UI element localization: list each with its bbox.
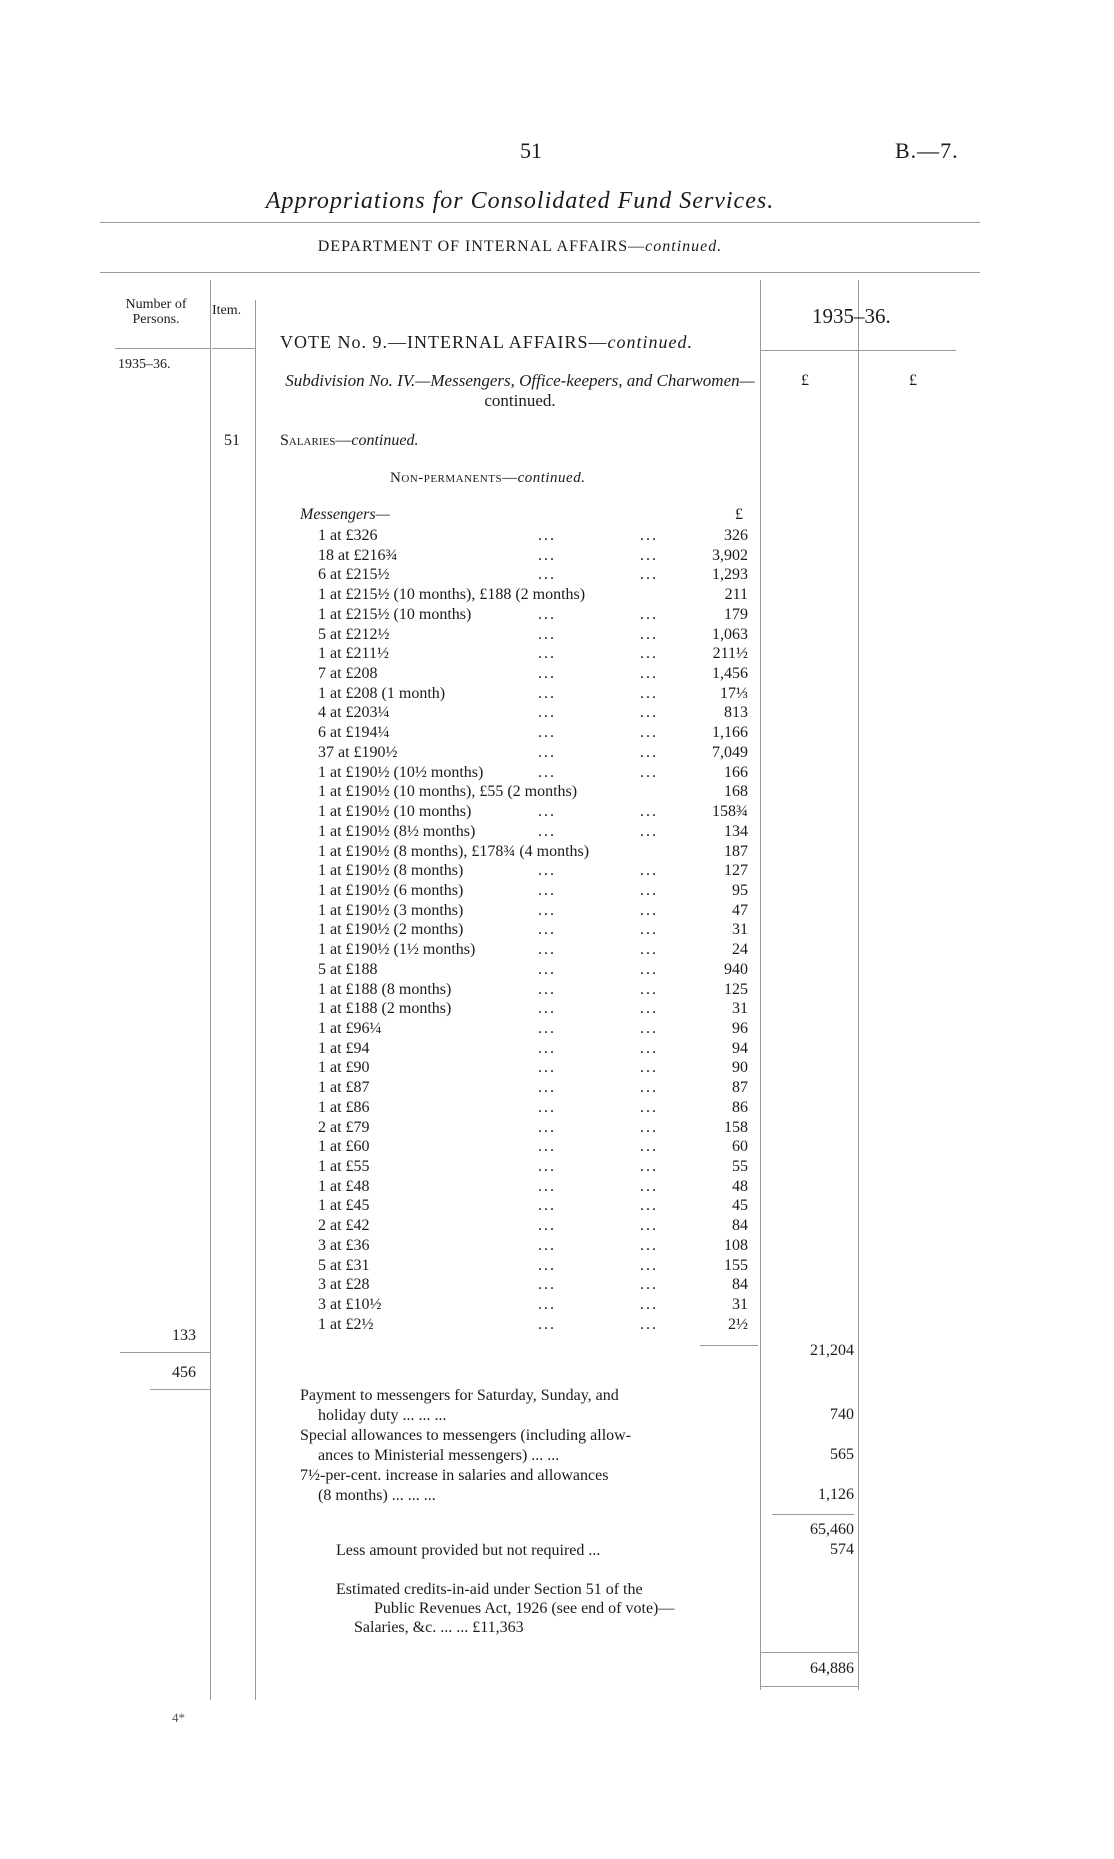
- messenger-description: 6 at £215½: [318, 566, 390, 584]
- messenger-amount: 2½: [728, 1315, 748, 1333]
- signature-mark: 4*: [172, 1710, 185, 1725]
- leader-dots: ...: [640, 763, 658, 781]
- messenger-description: 1 at £215½ (10 months), £188 (2 months): [318, 586, 586, 604]
- messenger-amount: 95: [732, 881, 748, 899]
- messenger-amount: 326: [724, 527, 748, 544]
- messenger-description: 1 at £190½ (10 months), £55 (2 months): [318, 783, 578, 801]
- messenger-amount: 84: [732, 1276, 748, 1294]
- messenger-description: 1 at £208 (1 month): [318, 684, 446, 702]
- messenger-row: [0, 782, 760, 802]
- salary-increase-line-1: 7½-per-cent. increase in salaries and allowances: [300, 1467, 609, 1484]
- leader-dots: ...: [538, 803, 556, 821]
- leader-dots: ...: [538, 763, 556, 781]
- messengers-subtotal-rule: [700, 1345, 758, 1346]
- messenger-row: [0, 644, 760, 664]
- messenger-amount: 211: [724, 586, 748, 604]
- messenger-description: 1 at £190½ (10 months): [318, 803, 472, 821]
- messenger-amount: 134: [724, 822, 748, 840]
- leader-dots: ...: [538, 527, 556, 544]
- leader-dots: ...: [538, 625, 556, 643]
- department-rule: [100, 272, 980, 273]
- messenger-description: 1 at £190½ (10½ months): [318, 763, 484, 781]
- messenger-row: [0, 1256, 760, 1276]
- messenger-description: 4 at £203¼: [318, 704, 390, 722]
- total-persons: 456: [172, 1364, 196, 1381]
- messenger-description: 1 at £215½ (10 months): [318, 605, 472, 623]
- messenger-amount: 108: [724, 1236, 748, 1254]
- leader-dots: ...: [538, 1079, 556, 1097]
- leader-dots: ...: [640, 1315, 658, 1333]
- messengers-pound-sign: £: [735, 506, 743, 523]
- leader-dots: ...: [640, 684, 658, 702]
- salary-increase-line-2: (8 months) ... ... ...: [318, 1487, 436, 1504]
- messenger-amount: 45: [732, 1197, 748, 1215]
- leader-dots: ...: [640, 1079, 658, 1097]
- leader-dots: ...: [538, 960, 556, 978]
- messenger-description: 1 at £188 (2 months): [318, 1000, 452, 1018]
- salaries-continued: continued.: [351, 432, 419, 449]
- messenger-amount: 48: [732, 1177, 748, 1195]
- salary-increase-item: [300, 1466, 755, 1506]
- amount-total-divider: [858, 280, 859, 1690]
- messenger-amount: 187: [724, 842, 748, 860]
- special-allowances-amount: 565: [830, 1446, 854, 1463]
- messenger-description: 3 at £28: [318, 1276, 370, 1294]
- year-header: 1935–36.: [812, 304, 891, 328]
- leader-dots: ...: [640, 1059, 658, 1077]
- leader-dots: ...: [640, 724, 658, 742]
- messenger-amount: 87: [732, 1079, 748, 1097]
- messengers-persons-count: 133: [172, 1327, 196, 1344]
- leader-dots: ...: [640, 822, 658, 840]
- less-amount-item: [336, 1541, 756, 1561]
- leader-dots: ...: [640, 1276, 658, 1294]
- messenger-row: [0, 605, 760, 625]
- leader-dots: ...: [538, 1296, 556, 1314]
- messenger-row: [0, 980, 760, 1000]
- leader-dots: ...: [640, 743, 658, 761]
- leader-dots: ...: [538, 1000, 556, 1018]
- messenger-row: [0, 822, 760, 842]
- credits-line-2: Public Revenues Act, 1926 (see end of vote)—: [374, 1600, 675, 1617]
- item-number: 51: [224, 432, 240, 449]
- leader-dots: ...: [640, 941, 658, 959]
- document-reference: B.—7.: [895, 138, 959, 163]
- messenger-amount: 166: [724, 763, 748, 781]
- messenger-amount: 31: [732, 1000, 748, 1018]
- leader-dots: ...: [640, 1158, 658, 1176]
- salaries-heading: [280, 432, 418, 450]
- leader-dots: ...: [640, 546, 658, 564]
- messenger-row: [0, 1039, 760, 1059]
- messenger-amount: 158¾: [712, 803, 748, 821]
- messenger-amount: 179: [724, 605, 748, 623]
- leader-dots: ...: [640, 704, 658, 722]
- messenger-description: 1 at £60: [318, 1138, 370, 1156]
- messenger-row: [0, 1019, 760, 1039]
- messenger-description: 1 at £190½ (8½ months): [318, 822, 476, 840]
- pound-column-2: £: [909, 372, 917, 389]
- leader-dots: ...: [538, 665, 556, 683]
- final-total-bottom-rule: [760, 1686, 858, 1687]
- messenger-amount: 1,293: [712, 566, 748, 584]
- messenger-description: 1 at £90: [318, 1059, 370, 1077]
- year-header-rule: [760, 350, 956, 351]
- page-title: Appropriations for Consolidated Fund Services.: [265, 188, 775, 214]
- non-permanents-label: Non-permanents—: [390, 470, 518, 486]
- messenger-row: [0, 664, 760, 684]
- messenger-row: [0, 1196, 760, 1216]
- subtotal-amount: 65,460: [810, 1521, 854, 1538]
- leader-dots: ...: [538, 921, 556, 939]
- messenger-description: 3 at £10½: [318, 1296, 382, 1314]
- leader-dots: ...: [538, 881, 556, 899]
- messenger-description: 5 at £212½: [318, 625, 390, 643]
- leader-dots: ...: [538, 1118, 556, 1136]
- messenger-row: [0, 940, 760, 960]
- item-header-rule: [212, 348, 255, 349]
- messenger-row: [0, 881, 760, 901]
- credits-in-aid-item: [336, 1580, 756, 1637]
- messenger-amount: 125: [724, 980, 748, 998]
- messenger-description: 1 at £190½ (2 months): [318, 921, 464, 939]
- messenger-description: 1 at £326: [318, 527, 378, 544]
- leader-dots: ...: [640, 901, 658, 919]
- leader-dots: ...: [640, 1256, 658, 1274]
- leader-dots: ...: [640, 605, 658, 623]
- leader-dots: ...: [640, 1296, 658, 1314]
- messenger-amount: 31: [732, 921, 748, 939]
- leader-dots: ...: [640, 1039, 658, 1057]
- persons-subtotal-rule: [120, 1352, 210, 1353]
- leader-dots: ...: [640, 960, 658, 978]
- messenger-row: [0, 1058, 760, 1078]
- messenger-amount: 168: [724, 783, 748, 801]
- vote-title: [280, 332, 693, 353]
- title-rule: [100, 222, 980, 223]
- messenger-description: 1 at £188 (8 months): [318, 980, 452, 998]
- messenger-description: 1 at £190½ (3 months): [318, 901, 464, 919]
- messenger-row: [0, 723, 760, 743]
- messenger-description: 1 at £190½ (6 months): [318, 881, 464, 899]
- leader-dots: ...: [538, 684, 556, 702]
- leader-dots: ...: [640, 1098, 658, 1116]
- leader-dots: ...: [640, 862, 658, 880]
- leader-dots: ...: [640, 881, 658, 899]
- messenger-amount: 1,166: [712, 724, 748, 742]
- leader-dots: ...: [640, 1177, 658, 1195]
- leader-dots: ...: [538, 605, 556, 623]
- leader-dots: ...: [538, 1020, 556, 1037]
- messenger-description: 3 at £36: [318, 1236, 370, 1254]
- messenger-amount: 155: [724, 1256, 748, 1274]
- messenger-amount: 940: [724, 960, 748, 978]
- messenger-row: [0, 743, 760, 763]
- messenger-row: [0, 1078, 760, 1098]
- messenger-row: [0, 763, 760, 783]
- messenger-amount: 127: [724, 862, 748, 880]
- messenger-description: 7 at £208: [318, 665, 378, 683]
- leader-dots: ...: [640, 1236, 658, 1254]
- messenger-row: [0, 703, 760, 723]
- messenger-description: 37 at £190½: [318, 743, 398, 761]
- messenger-amount: 84: [732, 1217, 748, 1235]
- messenger-amount: 86: [732, 1098, 748, 1116]
- messenger-amount: 31: [732, 1296, 748, 1314]
- leader-dots: ...: [538, 941, 556, 959]
- saturday-duty-amount: 740: [830, 1406, 854, 1423]
- messenger-row: [0, 901, 760, 921]
- messenger-row: [0, 842, 760, 862]
- messenger-row: [0, 1118, 760, 1138]
- messengers-heading: Messengers—: [300, 506, 390, 523]
- messenger-row: [0, 960, 760, 980]
- non-permanents-heading: [390, 470, 585, 487]
- messenger-row: [0, 1177, 760, 1197]
- text-amount-divider: [760, 280, 761, 1690]
- messenger-row: [0, 1137, 760, 1157]
- number-of-persons-header: Number of Persons.: [125, 297, 187, 327]
- messenger-amount: 211½: [712, 645, 748, 663]
- messenger-amount: 17⅓: [720, 684, 748, 702]
- messenger-description: 1 at £2½: [318, 1315, 374, 1333]
- messenger-description: 1 at £86: [318, 1098, 370, 1116]
- messenger-row: [0, 585, 760, 605]
- leader-dots: ...: [538, 1059, 556, 1077]
- leader-dots: ...: [640, 1138, 658, 1156]
- saturday-duty-item: [300, 1386, 755, 1426]
- messenger-description: 1 at £55: [318, 1158, 370, 1176]
- messenger-amount: 60: [732, 1138, 748, 1156]
- department-name: DEPARTMENT OF INTERNAL AFFAIRS—: [317, 238, 646, 255]
- messenger-description: 1 at £190½ (8 months), £178¾ (4 months): [318, 842, 590, 860]
- leader-dots: ...: [538, 1315, 556, 1333]
- messenger-description: 2 at £79: [318, 1118, 370, 1136]
- leader-dots: ...: [640, 566, 658, 584]
- leader-dots: ...: [640, 980, 658, 998]
- messenger-row: [0, 1157, 760, 1177]
- leader-dots: ...: [538, 980, 556, 998]
- leader-dots: ...: [538, 704, 556, 722]
- leader-dots: ...: [640, 1000, 658, 1018]
- messenger-description: 1 at £96¼: [318, 1020, 382, 1037]
- leader-dots: ...: [538, 724, 556, 742]
- department-continued: continued.: [645, 238, 723, 255]
- messenger-row: [0, 802, 760, 822]
- messenger-row: [0, 1098, 760, 1118]
- leader-dots: ...: [538, 1098, 556, 1116]
- messenger-amount: 96: [732, 1020, 748, 1037]
- vote-continued: continued.: [607, 332, 693, 352]
- messenger-amount: 90: [732, 1059, 748, 1077]
- vote-name: VOTE No. 9.—INTERNAL AFFAIRS—: [280, 332, 608, 352]
- persons-year: 1935–36.: [118, 357, 171, 372]
- item-header: Item.: [212, 303, 242, 318]
- persons-header-rule: [115, 348, 210, 349]
- subdivision-title: [280, 371, 760, 411]
- special-allowances-item: [300, 1426, 755, 1466]
- special-allowances-line-2: ances to Ministerial messengers) ... ...: [318, 1447, 560, 1464]
- messenger-description: 5 at £31: [318, 1256, 370, 1274]
- less-amount-text: Less amount provided but not required ...: [336, 1542, 601, 1559]
- messenger-description: 18 at £216¾: [318, 546, 398, 564]
- leader-dots: ...: [538, 546, 556, 564]
- messenger-row: [0, 861, 760, 881]
- messenger-description: 5 at £188: [318, 960, 378, 978]
- leader-dots: ...: [538, 1217, 556, 1235]
- leader-dots: ...: [640, 665, 658, 683]
- leader-dots: ...: [640, 625, 658, 643]
- leader-dots: ...: [538, 645, 556, 663]
- messenger-description: 1 at £211½: [318, 645, 389, 663]
- page-number: 51: [520, 138, 542, 163]
- less-amount-value: 574: [830, 1541, 854, 1558]
- leader-dots: ...: [538, 1256, 556, 1274]
- leader-dots: ...: [538, 1276, 556, 1294]
- messenger-description: 2 at £42: [318, 1217, 370, 1235]
- messenger-row: [0, 546, 760, 566]
- messenger-row: [0, 1275, 760, 1295]
- pound-column-1: £: [801, 372, 809, 389]
- saturday-duty-line-1: Payment to messengers for Saturday, Sunday, and: [300, 1387, 619, 1404]
- messenger-row: [0, 1315, 760, 1335]
- leader-dots: ...: [538, 1039, 556, 1057]
- leader-dots: ...: [640, 1118, 658, 1136]
- messenger-description: 6 at £194¼: [318, 724, 390, 742]
- saturday-duty-line-2: holiday duty ... ... ...: [318, 1407, 447, 1424]
- leader-dots: ...: [538, 901, 556, 919]
- subtotal-rule: [772, 1514, 854, 1515]
- messenger-amount: 1,063: [712, 625, 748, 643]
- messenger-description: 1 at £190½ (1½ months): [318, 941, 476, 959]
- messenger-amount: 7,049: [712, 743, 748, 761]
- messenger-description: 1 at £190½ (8 months): [318, 862, 464, 880]
- subdivision-name: Subdivision No. IV.—Messengers, Office-keepers, and Charwomen—: [285, 371, 755, 390]
- messenger-row: [0, 684, 760, 704]
- messenger-row: [0, 920, 760, 940]
- messenger-row: [0, 1216, 760, 1236]
- leader-dots: ...: [538, 1197, 556, 1215]
- leader-dots: ...: [640, 1020, 658, 1037]
- leader-dots: ...: [640, 645, 658, 663]
- messenger-amount: 47: [732, 901, 748, 919]
- messenger-description: 1 at £45: [318, 1197, 370, 1215]
- leader-dots: ...: [538, 1177, 556, 1195]
- messenger-description: 1 at £94: [318, 1039, 370, 1057]
- messenger-amount: 1,456: [712, 665, 748, 683]
- leader-dots: ...: [538, 822, 556, 840]
- messenger-amount: 158: [724, 1118, 748, 1136]
- messenger-row: [0, 565, 760, 585]
- leader-dots: ...: [640, 921, 658, 939]
- leader-dots: ...: [538, 1236, 556, 1254]
- messenger-amount: 24: [732, 941, 748, 959]
- leader-dots: ...: [538, 566, 556, 584]
- subdivision-continued: continued.: [484, 391, 556, 410]
- leader-dots: ...: [640, 1197, 658, 1215]
- messenger-amount: 3,902: [712, 546, 748, 564]
- leader-dots: ...: [538, 1158, 556, 1176]
- salary-increase-amount: 1,126: [818, 1486, 854, 1503]
- persons-total-rule: [150, 1389, 210, 1390]
- messenger-description: 1 at £87: [318, 1079, 370, 1097]
- messengers-total: 21,204: [810, 1342, 854, 1359]
- messenger-amount: 94: [732, 1039, 748, 1057]
- special-allowances-line-1: Special allowances to messengers (including allow-: [300, 1427, 632, 1444]
- messenger-row: [0, 999, 760, 1019]
- messenger-row: [0, 1295, 760, 1315]
- salaries-label: Salaries—: [280, 432, 352, 449]
- leader-dots: ...: [640, 527, 658, 544]
- non-permanents-continued: continued.: [517, 470, 586, 486]
- credits-line-1: Estimated credits-in-aid under Section 51 of the: [336, 1581, 643, 1598]
- department-heading: [0, 238, 1040, 256]
- leader-dots: ...: [640, 803, 658, 821]
- messenger-row: [0, 1236, 760, 1256]
- messenger-amount: 55: [732, 1158, 748, 1176]
- final-total: 64,886: [810, 1660, 854, 1677]
- messenger-description: 1 at £48: [318, 1177, 370, 1195]
- leader-dots: ...: [640, 1217, 658, 1235]
- messenger-amount: 813: [724, 704, 748, 722]
- leader-dots: ...: [538, 743, 556, 761]
- leader-dots: ...: [538, 862, 556, 880]
- messenger-row: [0, 526, 760, 546]
- leader-dots: ...: [538, 1138, 556, 1156]
- messenger-row: [0, 625, 760, 645]
- final-total-top-rule: [760, 1652, 858, 1653]
- credits-line-3: Salaries, &c. ... ... £11,363: [354, 1619, 524, 1636]
